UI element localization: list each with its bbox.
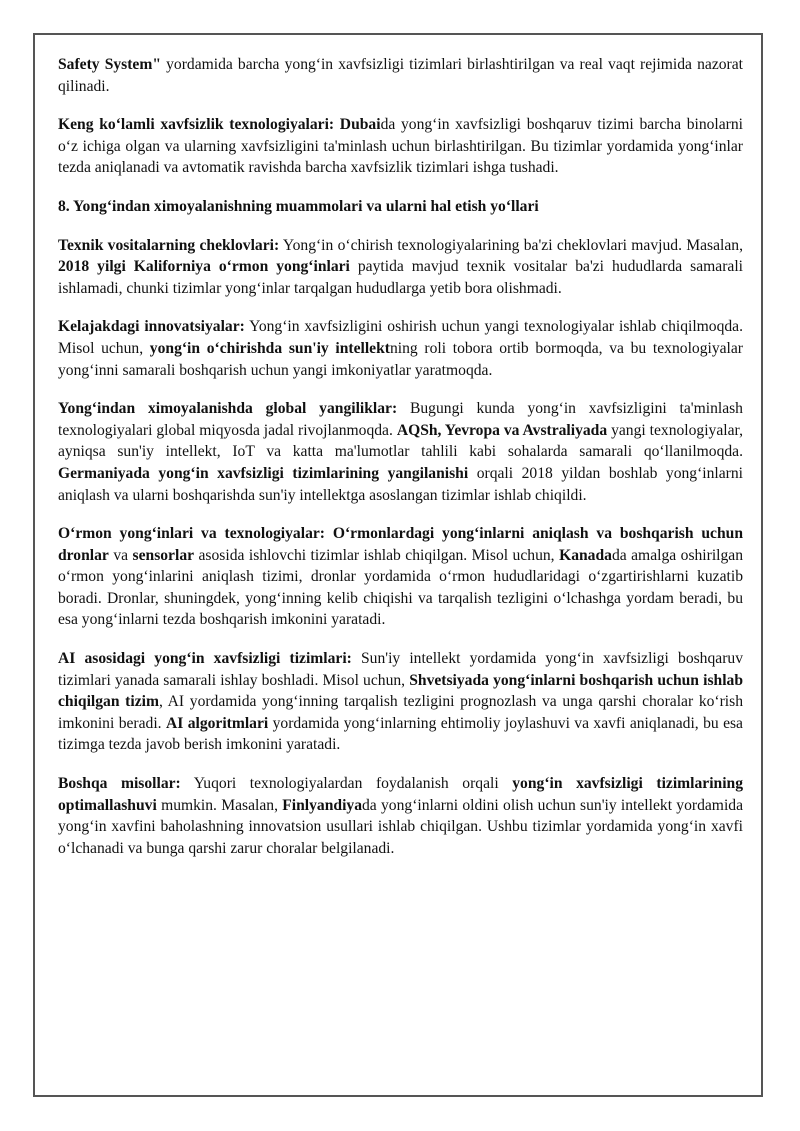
bold-text-run: AI algoritmlari bbox=[165, 714, 269, 732]
text-run: Yong‘in xavfsizligini oshirish uchun yangi texnologiyalar ishlab chiqilmoqda. Misol uchun, bbox=[58, 318, 743, 357]
text-run: orqali 2018 yildan boshlab yong‘inlarni aniqlash va ularni boshqarishda sun'iy intellektga asoslangan tizimlar ishlab chiqildi. bbox=[58, 464, 743, 504]
text-run: Yuqori texnologiyalardan foydalanish orqali bbox=[180, 775, 513, 793]
section-heading bbox=[58, 196, 743, 218]
bold-text-run: Texnik vositalarning cheklovlari: bbox=[58, 236, 280, 254]
bold-text-run: O‘rmon yong‘inlari va texnologiyalar: O‘rmonlardagi yong‘inlarni aniqlash va boshqarish uchun dronlar bbox=[58, 525, 743, 564]
text-run: Bugungi kunda yong‘in xavfsizligini ta'minlash texnologiyalari global miqyosda jadal rivojlanmoqda. bbox=[58, 400, 743, 439]
text-run: Yong‘in o‘chirish texnologiyalarining ba'zi cheklovlari mavjud. Masalan, bbox=[279, 236, 743, 254]
text-run: da yong‘in xavfsizligi boshqaruv tizimi barcha binolarni o‘z ichiga olgan va ularning xavfsizligini ta'minlash uchun birlashtirilgan. Bu tizimlar yordamida yong‘inlar tezda aniqlanadi va avtomatik ravishda barcha xavfsizlik tizimlari ishga tushadi. bbox=[58, 116, 743, 177]
text-run: , AI yordamida yong‘inning tarqalish tezligini prognozlash va unga qarshi choralar ko‘rish imkonini beradi. bbox=[58, 693, 743, 732]
paragraph bbox=[58, 316, 743, 381]
text-run: asosida ishlovchi tizimlar ishlab chiqilgan. Misol uchun, bbox=[194, 546, 560, 564]
text-run: va bbox=[108, 546, 133, 564]
paragraph bbox=[58, 523, 743, 631]
paragraph bbox=[58, 648, 743, 756]
bold-text-run: Germaniyada yong‘in xavfsizligi tizimlarining yangilanishi bbox=[58, 464, 469, 482]
text-run: mumkin. Masalan, bbox=[156, 796, 283, 814]
bold-text-run: Kanada bbox=[559, 546, 612, 564]
paragraph bbox=[58, 54, 743, 97]
bold-text-run: sensorlar bbox=[132, 546, 195, 564]
bold-text-run: yong‘in xavfsizligi tizimlarining optimallashuvi bbox=[58, 775, 743, 814]
text-run: yangi texnologiyalar, ayniqsa sun'iy intellekt, IoT va katta ma'lumotlar tahlili kabi sohalarda samarali qo‘llanilmoqda. bbox=[58, 421, 743, 461]
bold-text-run: Shvetsiyada yong‘inlarni boshqarish uchun ishlab chiqilgan tizim bbox=[58, 671, 743, 711]
text-run: da yong‘inlarni oldini olish uchun sun'iy intellekt yordamida yong‘in xavfini baholashning innovatsion usullari ishlab chiqilgan. Ushbu tizimlar yordamida yong‘in xavfi o‘lchanadi va bunga qarshi zarur choralar belgilanadi. bbox=[58, 796, 743, 857]
text-run: da amalga oshirilgan o‘rmon yong‘inlarini aniqlash tizimi, dronlar yordamida o‘rmon hududlaridagi o‘zgartirishlarni kuzatib boradi. Dronlar, shuningdek, yong‘inning kelib chiqishi va tarqalish tezligini o‘lchashga yordam beradi, bu esa yong‘inlarni tezda boshqarish imkonini yaratadi. bbox=[58, 546, 744, 629]
bold-text-run: Kelajakdagi innovatsiyalar: bbox=[58, 318, 245, 336]
text-run: yordamida barcha yong‘in xavfsizligi tizimlari birlashtirilgan va real vaqt rejimida nazorat qilinadi. bbox=[58, 56, 743, 95]
bold-text-run: 8. Yong‘indan ximoyalanishning muammolari va ularni hal etish yo‘llari bbox=[58, 197, 539, 215]
bold-text-run: AQSh, Yevropa va Avstraliyada bbox=[396, 421, 608, 439]
bold-text-run: Boshqa misollar: bbox=[58, 775, 181, 793]
text-run: ning roli tobora ortib bormoqda, va bu texnologiyalar yong‘inni samarali boshqarish uchun yangi imkoniyatlar yaratmoqda. bbox=[58, 339, 743, 379]
document-body bbox=[58, 54, 743, 876]
paragraph bbox=[58, 398, 743, 506]
bold-text-run: 2018 yilgi Kaliforniya o‘rmon yong‘inlari bbox=[58, 258, 350, 276]
bold-text-run: AI asosidagi yong‘in xavfsizligi tizimlari: bbox=[58, 650, 352, 668]
paragraph bbox=[58, 773, 743, 859]
paragraph bbox=[58, 235, 743, 300]
bold-text-run: Safety System" bbox=[58, 56, 161, 73]
text-run: yordamida yong‘inlarning ehtimoliy joylashuvi va xavfi aniqlanadi, bu esa tizimga tezda javob berish imkonini yaratadi. bbox=[58, 714, 743, 754]
bold-text-run: Yong‘indan ximoyalanishda global yangiliklar: bbox=[58, 400, 398, 418]
bold-text-run: yong‘in o‘chirishda sun'iy intellekt bbox=[149, 339, 390, 357]
bold-text-run: Finlyandiya bbox=[282, 796, 362, 814]
bold-text-run: Keng ko‘lamli xavfsizlik texnologiyalari: Dubai bbox=[58, 116, 381, 134]
paragraph bbox=[58, 114, 743, 179]
text-run: Sun'iy intellekt yordamida yong‘in xavfsizligi boshqaruv tizimlari yanada samarali ishlay boshladi. Misol uchun, bbox=[58, 650, 743, 689]
text-run: paytida mavjud texnik vositalar ba'zi hududlarda samarali ishlamadi, chunki tizimlar yong‘inlar tarqalgan hududlarga yetib bora olishmadi. bbox=[58, 258, 743, 297]
